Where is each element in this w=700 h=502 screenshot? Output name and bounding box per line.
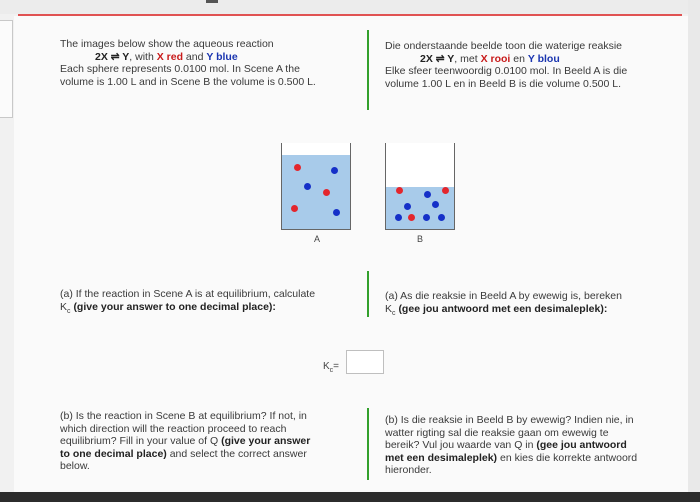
part-b-af-line3-bold: (gee jou antwoord — [536, 439, 627, 451]
blue-sphere — [404, 203, 411, 210]
part-b-en-line3 — [60, 435, 360, 448]
red-sphere — [442, 187, 449, 194]
menu-dots[interactable] — [206, 0, 218, 3]
part-a-english — [60, 288, 360, 318]
part-b-en-line4 — [60, 448, 360, 461]
intro-english — [60, 38, 360, 88]
part-b-en-line3-text: equilibrium? Fill in your value of Q — [60, 435, 219, 447]
scene-a-beaker — [281, 143, 351, 230]
y-blou-label: Y blou — [527, 52, 560, 65]
divider-bar-2 — [367, 271, 369, 317]
red-sphere — [291, 205, 298, 212]
part-b-en-line3-bold: (give your answer — [221, 435, 311, 447]
intro-af-line1: Die onderstaande beelde toon die waterige reaksie — [385, 40, 622, 52]
part-b-english — [60, 410, 360, 473]
part-b-en-line2: which direction will the reaction proceed to reach — [60, 422, 287, 435]
part-b-en-line1: (b) Is the reaction in Scene B at equilibrium? If not, in — [60, 410, 307, 422]
part-b-en-line4-bold: to one decimal place) — [60, 447, 167, 460]
part-b-af-line5: hieronder. — [385, 464, 432, 476]
red-sphere — [408, 214, 415, 221]
intro-en-line4: volume is 1.00 L and in Scene B the volume is 0.500 L. — [60, 75, 316, 88]
and-text: and — [185, 50, 204, 63]
part-b-af-line4-bold: met een desimaleplek) — [385, 451, 498, 464]
part-b-af-line4 — [385, 452, 685, 465]
blue-sphere — [395, 214, 402, 221]
intro-en-line1: The images below show the aqueous reaction — [60, 38, 274, 50]
part-b-af-line3-text: bereik? Vul jou waarde van Q in — [385, 439, 534, 451]
scroll-edge[interactable] — [688, 0, 700, 502]
red-sphere — [294, 164, 301, 171]
kc-input-label — [323, 361, 339, 374]
kc-label-sub: c — [329, 367, 334, 374]
part-b-af-line4-text: en kies die korrekte antwoord — [499, 451, 638, 464]
blue-sphere — [432, 201, 439, 208]
kc-symbol-af: K — [385, 302, 393, 315]
part-b-en-line4-text: and select the correct answer — [169, 447, 307, 460]
bottom-bar — [0, 492, 700, 502]
blue-sphere — [438, 214, 445, 221]
blue-sphere — [424, 191, 431, 198]
blue-sphere — [331, 167, 338, 174]
intro-af-equation-line — [385, 53, 685, 66]
kc-label-k: K — [323, 361, 330, 372]
part-b-af-line3 — [385, 439, 685, 452]
part-b-af-line1: (b) Is die reaksie in Beeld B by ewewig? Indien nie, in — [385, 414, 634, 426]
y-blue-label: Y blue — [206, 50, 238, 63]
kc-subscript: c — [67, 307, 71, 315]
part-b-en-line5: below. — [60, 460, 90, 472]
part-b-afrikaans — [385, 414, 685, 477]
blue-sphere — [304, 183, 311, 190]
divider-bar-3 — [367, 408, 369, 480]
intro-en-line3: Each sphere represents 0.0100 mol. In Scene A the — [60, 63, 300, 75]
kc-subscript-af: c — [392, 309, 396, 317]
scene-a-label: A — [314, 234, 321, 244]
red-sphere — [323, 189, 330, 196]
scene-b-label: B — [417, 234, 424, 244]
part-a-en-line2 — [60, 301, 360, 319]
part-a-en-line1: (a) If the reaction in Scene A is at equilibrium, calculate — [60, 288, 316, 300]
divider-bar-1 — [367, 30, 369, 110]
part-b-af-line2: watter rigting sal die reaksie gaan om ewewig te — [385, 426, 609, 439]
intro-af-line4: volume 1.00 L en in Beeld B is die volume 0.500 L. — [385, 77, 622, 90]
scene-a-liquid — [282, 155, 350, 229]
x-rooi-label: X rooi — [480, 52, 511, 65]
part-a-af-line2 — [385, 303, 685, 321]
part-a-afrikaans — [385, 290, 685, 320]
kc-answer-input[interactable] — [346, 350, 384, 374]
with-text: , with — [129, 50, 154, 63]
reaction-equation: 2X ⇌ Y — [95, 50, 130, 63]
red-sphere — [396, 187, 403, 194]
kc-symbol: K — [60, 300, 68, 313]
blue-sphere — [333, 209, 340, 216]
intro-afrikaans — [385, 40, 685, 90]
part-a-af-instruction: (gee jou antwoord met een desimaleplek): — [398, 302, 608, 315]
side-panel[interactable] — [0, 20, 13, 118]
kc-label-eq: = — [333, 361, 340, 372]
intro-af-line3: Elke sfeer teenwoordig 0.0100 mol. In Beeld A is die — [385, 65, 628, 77]
part-a-af-line1: (a) As die reaksie in Beeld A by ewewig is, bereken — [385, 290, 622, 302]
intro-en-equation-line — [60, 51, 360, 64]
reaction-equation-af: 2X ⇌ Y — [420, 52, 455, 65]
part-a-en-instruction: (give your answer to one decimal place): — [73, 300, 276, 313]
met-text: , met — [454, 52, 478, 65]
x-red-label: X red — [156, 50, 183, 63]
en-text: en — [513, 52, 525, 65]
scene-b-beaker — [385, 143, 455, 230]
blue-sphere — [423, 214, 430, 221]
top-bar — [0, 0, 700, 14]
